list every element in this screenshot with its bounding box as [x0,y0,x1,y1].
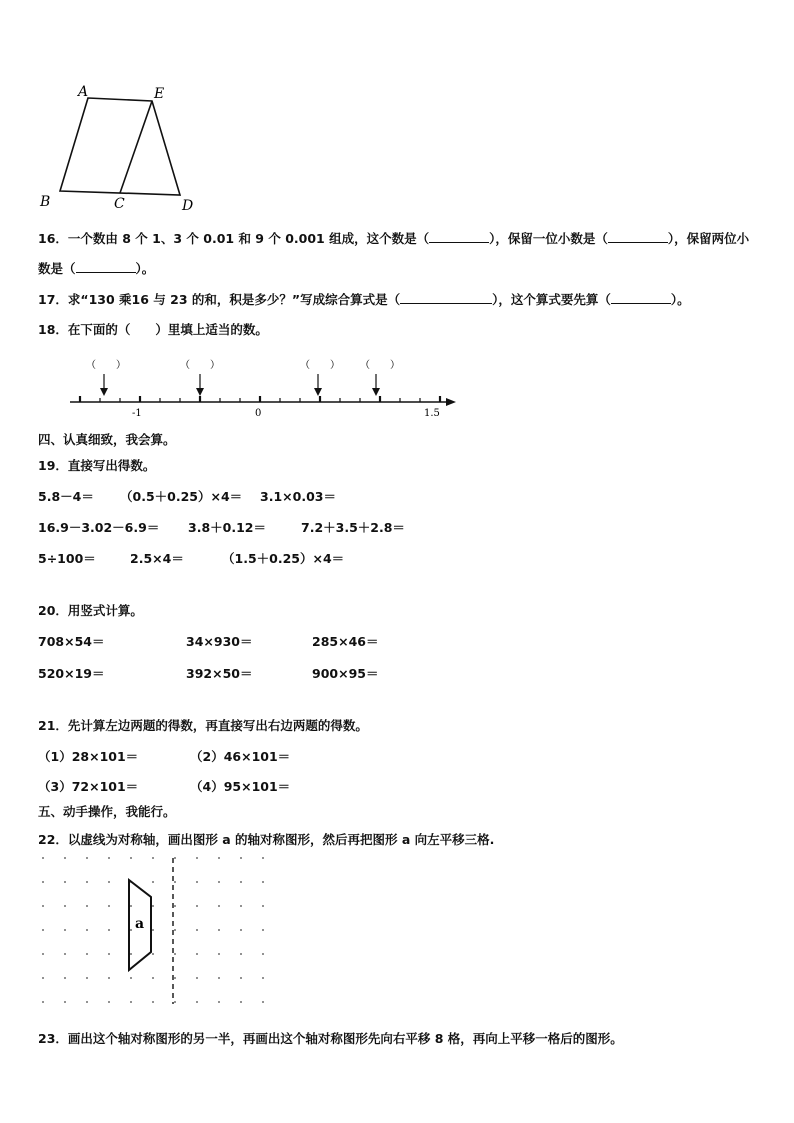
q20-item: 285×46＝ [312,634,379,649]
q17-text: 17．求“130 乘16 与 23 的和，积是多少？”写成综合算式是（ [38,292,401,307]
number-line-blank[interactable]: （ ） [360,360,400,371]
shape-a-label: a [135,916,145,932]
grid-dot [218,977,220,979]
q20-item: 708×54＝ [38,634,105,649]
grid-dot [240,953,242,955]
grid-dot [174,929,176,931]
grid-dot [196,977,198,979]
q21-item: （2）46×101＝ [190,749,291,764]
grid-dot [108,977,110,979]
q16-text: ），保留一位小数是（ [489,231,608,246]
grid-dot [218,929,220,931]
grid-dot [152,977,154,979]
grid-dot [174,953,176,955]
grid-dot [152,1001,154,1003]
grid-dot [42,1001,44,1003]
number-line-arrow [196,374,204,396]
question-21-title: 21．先计算左边两题的得数，再直接写出右边两题的得数。 [38,718,368,733]
q20-item: 34×930＝ [186,634,253,649]
grid-dot [218,1001,220,1003]
q16-blank-two-decimal[interactable] [76,260,136,273]
grid-dot [196,881,198,883]
grid-dot [218,857,220,859]
grid-dot [174,857,176,859]
q16-text: 16．一个数由 8 个 1、3 个 0.01 和 9 个 0.001 组成，这个数是（ [38,231,430,246]
number-line-blank[interactable]: （ ） [86,360,126,371]
grid-dot [130,1001,132,1003]
q19-item: （1.5＋0.25）×4＝ [222,551,345,566]
question-16-line-1 [38,230,749,247]
grid-dot [86,929,88,931]
vertex-label-b: B [40,194,51,210]
grid-dot [42,905,44,907]
q19-item: 5.8－4＝ [38,489,94,504]
grid-dot [262,1001,264,1003]
grid-dot [152,929,154,931]
grid-dot [262,953,264,955]
grid-dot [174,905,176,907]
q16-blank-number[interactable] [429,230,489,243]
question-23-title: 23．画出这个轴对称图形的另一半，再画出这个轴对称图形先向右平移 8 格，再向上平移一格后的图形。 [38,1031,623,1046]
grid-dot [240,881,242,883]
q20-item: 392×50＝ [186,666,253,681]
grid-dot [240,1001,242,1003]
vertex-label-a: A [78,84,89,100]
grid-dot [64,977,66,979]
grid-dot [64,905,66,907]
grid-dot [196,857,198,859]
q17-text: ）。 [670,292,690,307]
grid-dot [174,977,176,979]
question-18: 18．在下面的（ ）里填上适当的数。 [38,322,268,337]
grid-dot [86,953,88,955]
parallelogram-figure [36,82,206,214]
grid-dot [174,881,176,883]
grid-dot [86,881,88,883]
number-line-blank[interactable]: （ ） [300,360,340,371]
q21-item: （4）95×101＝ [190,779,291,794]
dot-grid-figure [36,852,276,1012]
vertex-label-c: C [114,196,125,212]
grid-dot [240,977,242,979]
number-line-arrow [314,374,322,396]
grid-dot [196,905,198,907]
grid-dot [130,905,132,907]
q16-text: ），保留两位小 [667,231,750,246]
q21-item: （1）28×101＝ [38,749,139,764]
vertex-label-d: D [182,198,194,214]
section-5-title: 五、动手操作，我能行。 [38,804,176,819]
grid-dot [262,977,264,979]
grid-dot [86,1001,88,1003]
tick-label: 1.5 [424,408,440,419]
grid-dot [108,881,110,883]
grid-dot [152,881,154,883]
grid-dot [240,905,242,907]
grid-dot [42,857,44,859]
q19-item: （0.5＋0.25）×4＝ [120,489,243,504]
q16-text: 数是（ [38,261,76,276]
grid-dot [240,929,242,931]
grid-dot [42,929,44,931]
grid-dot [262,905,264,907]
grid-dot [64,1001,66,1003]
number-line-blank[interactable]: （ ） [180,360,220,371]
question-16-line-2 [38,260,154,277]
q17-blank-expression[interactable] [400,291,492,304]
question-17 [38,291,690,308]
grid-dot [196,929,198,931]
tick-label: 0 [255,408,262,419]
grid-dot [240,857,242,859]
number-line-ticks [80,396,440,402]
q19-item: 7.2＋3.5＋2.8＝ [301,520,405,535]
grid-dot [196,953,198,955]
grid-dot [108,905,110,907]
question-22-title: 22．以虚线为对称轴，画出图形 a 的轴对称图形，然后再把图形 a 向左平移三格. [38,832,495,847]
q19-item: 2.5×4＝ [130,551,184,566]
number-line-arrow [372,374,380,396]
grid-dot [64,929,66,931]
q19-item: 3.8＋0.12＝ [188,520,266,535]
q19-item: 16.9－3.02－6.9＝ [38,520,160,535]
grid-dot [262,857,264,859]
section-4-title: 四、认真细致，我会算。 [38,432,176,447]
vertex-label-e: E [154,86,165,102]
grid-dot [130,857,132,859]
q21-item: （3）72×101＝ [38,779,139,794]
grid-dot [152,953,154,955]
question-19-title: 19．直接写出得数。 [38,458,156,473]
q17-blank-first-step[interactable] [611,291,671,304]
grid-dot [108,857,110,859]
grid-dot [86,905,88,907]
grid-dot [130,953,132,955]
grid-dot [174,1001,176,1003]
grid-dot [86,977,88,979]
grid-dot [152,857,154,859]
q19-item: 5÷100＝ [38,551,96,566]
grid-dot [262,929,264,931]
q16-blank-one-decimal[interactable] [608,230,668,243]
q16-text: ）。 [135,261,155,276]
grid-dot [130,929,132,931]
number-line-arrow [100,374,108,396]
grid-dot [108,953,110,955]
grid-dot [262,881,264,883]
number-line [60,350,460,422]
grid-dot [130,977,132,979]
q20-item: 520×19＝ [38,666,105,681]
question-20-title: 20．用竖式计算。 [38,603,143,618]
grid-dot [64,953,66,955]
grid-dot [64,881,66,883]
grid-dot [42,953,44,955]
q17-text: ），这个算式要先算（ [492,292,611,307]
tick-label: -1 [132,408,142,419]
grid-dot [108,1001,110,1003]
grid-dots [42,857,264,1003]
grid-dot [64,857,66,859]
grid-dot [218,953,220,955]
grid-dot [86,857,88,859]
q20-item: 900×95＝ [312,666,379,681]
grid-dot [108,929,110,931]
grid-dot [218,905,220,907]
grid-dot [196,1001,198,1003]
grid-dot [42,977,44,979]
grid-dot [42,881,44,883]
q19-item: 3.1×0.03＝ [260,489,336,504]
grid-dot [218,881,220,883]
grid-dot [152,905,154,907]
